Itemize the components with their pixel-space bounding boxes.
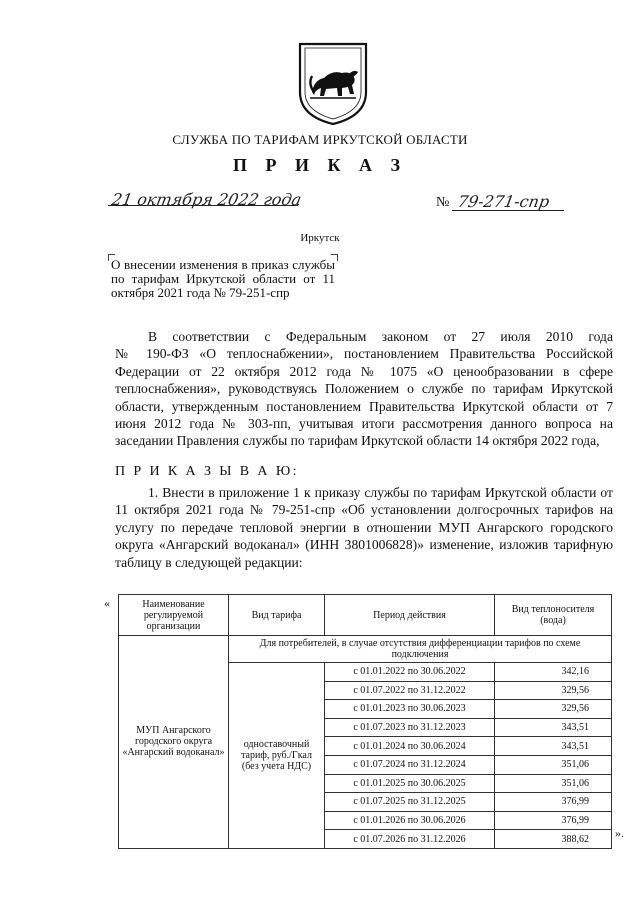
period-cell: с 01.01.2024 по 30.06.2024 xyxy=(325,737,495,756)
value-cell: 351,06 xyxy=(495,755,612,774)
orders-word: П Р И К А З Ы В А Ю: xyxy=(115,464,299,479)
period-cell: с 01.01.2025 по 30.06.2025 xyxy=(325,774,495,793)
city-name: Иркутск xyxy=(300,232,340,244)
agency-name: СЛУЖБА ПО ТАРИФАМ ИРКУТСКОЙ ОБЛАСТИ xyxy=(172,132,468,147)
header-org: Наименование регулируемой организации xyxy=(119,595,229,636)
quote-close: ». xyxy=(615,826,624,840)
handwritten-date: 21 октября 2022 года xyxy=(110,190,303,209)
preamble-first-line: В соответствии с Федеральным законом от 27 июля 2010 года xyxy=(148,329,613,344)
order-subject: О внесении изменения в приказ службы по тарифам Иркутской области от 11 октября 2021 года № 79-251-спр xyxy=(111,257,335,300)
value-cell: 343,51 xyxy=(495,718,612,737)
preamble-rest: № 190-ФЗ «О теплоснабжении», постановлением Правительства Российской Федерации от 22 октября 2012 года № 1075 «О ценообразовании в сфере теплоснабжения», руководствуясь Положением о службе по тарифам Иркутской области, утвержденным постановлением Правительства Иркутской области от 7 июня 2012 года № 303-пп, учитывая итоги рассмотрения данного вопроса на заседании Правления службы по тарифам Иркутской области 14 октября 2022 года, xyxy=(115,346,613,449)
value-cell: 376,99 xyxy=(495,793,612,812)
preamble-paragraph xyxy=(115,328,613,450)
value-cell: 388,62 xyxy=(495,830,612,849)
period-cell: с 01.07.2026 по 31.12.2026 xyxy=(325,830,495,849)
period-cell: с 01.07.2023 по 31.12.2023 xyxy=(325,718,495,737)
tariff-type-cell: одноставочный тариф, руб./Гкал (без учета НДС) xyxy=(229,663,325,849)
header-value: Вид теплоносителя (вода) xyxy=(495,595,612,636)
item-1-paragraph xyxy=(115,484,613,571)
period-cell: с 01.01.2022 по 30.06.2022 xyxy=(325,663,495,682)
period-cell: с 01.07.2022 по 31.12.2022 xyxy=(325,681,495,700)
header-type: Вид тарифа xyxy=(229,595,325,636)
quote-open: « xyxy=(104,596,110,610)
value-cell: 329,56 xyxy=(495,681,612,700)
subheader-cell: Для потребителей, в случае отсутствия дифференциации тарифов по схеме подключения xyxy=(229,636,612,663)
document-type-title: П Р И К А З xyxy=(232,155,408,175)
period-cell: с 01.07.2025 по 31.12.2025 xyxy=(325,793,495,812)
coat-of-arms-emblem xyxy=(296,40,370,126)
period-cell: с 01.07.2024 по 31.12.2024 xyxy=(325,755,495,774)
header-period: Период действия xyxy=(325,595,495,636)
tariff-table xyxy=(118,594,612,849)
value-cell: 351,06 xyxy=(495,774,612,793)
value-cell: 342,16 xyxy=(495,663,612,682)
number-label: № xyxy=(436,195,450,210)
table-subheader-row xyxy=(119,636,612,663)
handwritten-number: 79-271-спр xyxy=(456,192,551,211)
period-cell: с 01.01.2026 по 30.06.2026 xyxy=(325,811,495,830)
value-cell: 343,51 xyxy=(495,737,612,756)
value-cell: 376,99 xyxy=(495,811,612,830)
table-header-row xyxy=(119,595,612,636)
org-name-cell: МУП Ангарского городского округа «Ангарский водоканал» xyxy=(119,636,229,849)
item-1-text: 1. Внести в приложение 1 к приказу службы по тарифам Иркутской области от 11 октября 2021 года № 79-251-спр «Об установлении долгосрочных тарифов на услугу по передаче тепловой энергии в отношении МУП Ангарского городского округа «Ангарский водоканал» (ИНН 3801006828)» изменение, изложив тарифную таблицу в следующей редакции: xyxy=(115,485,613,570)
value-cell: 329,56 xyxy=(495,700,612,719)
period-cell: с 01.01.2023 по 30.06.2023 xyxy=(325,700,495,719)
